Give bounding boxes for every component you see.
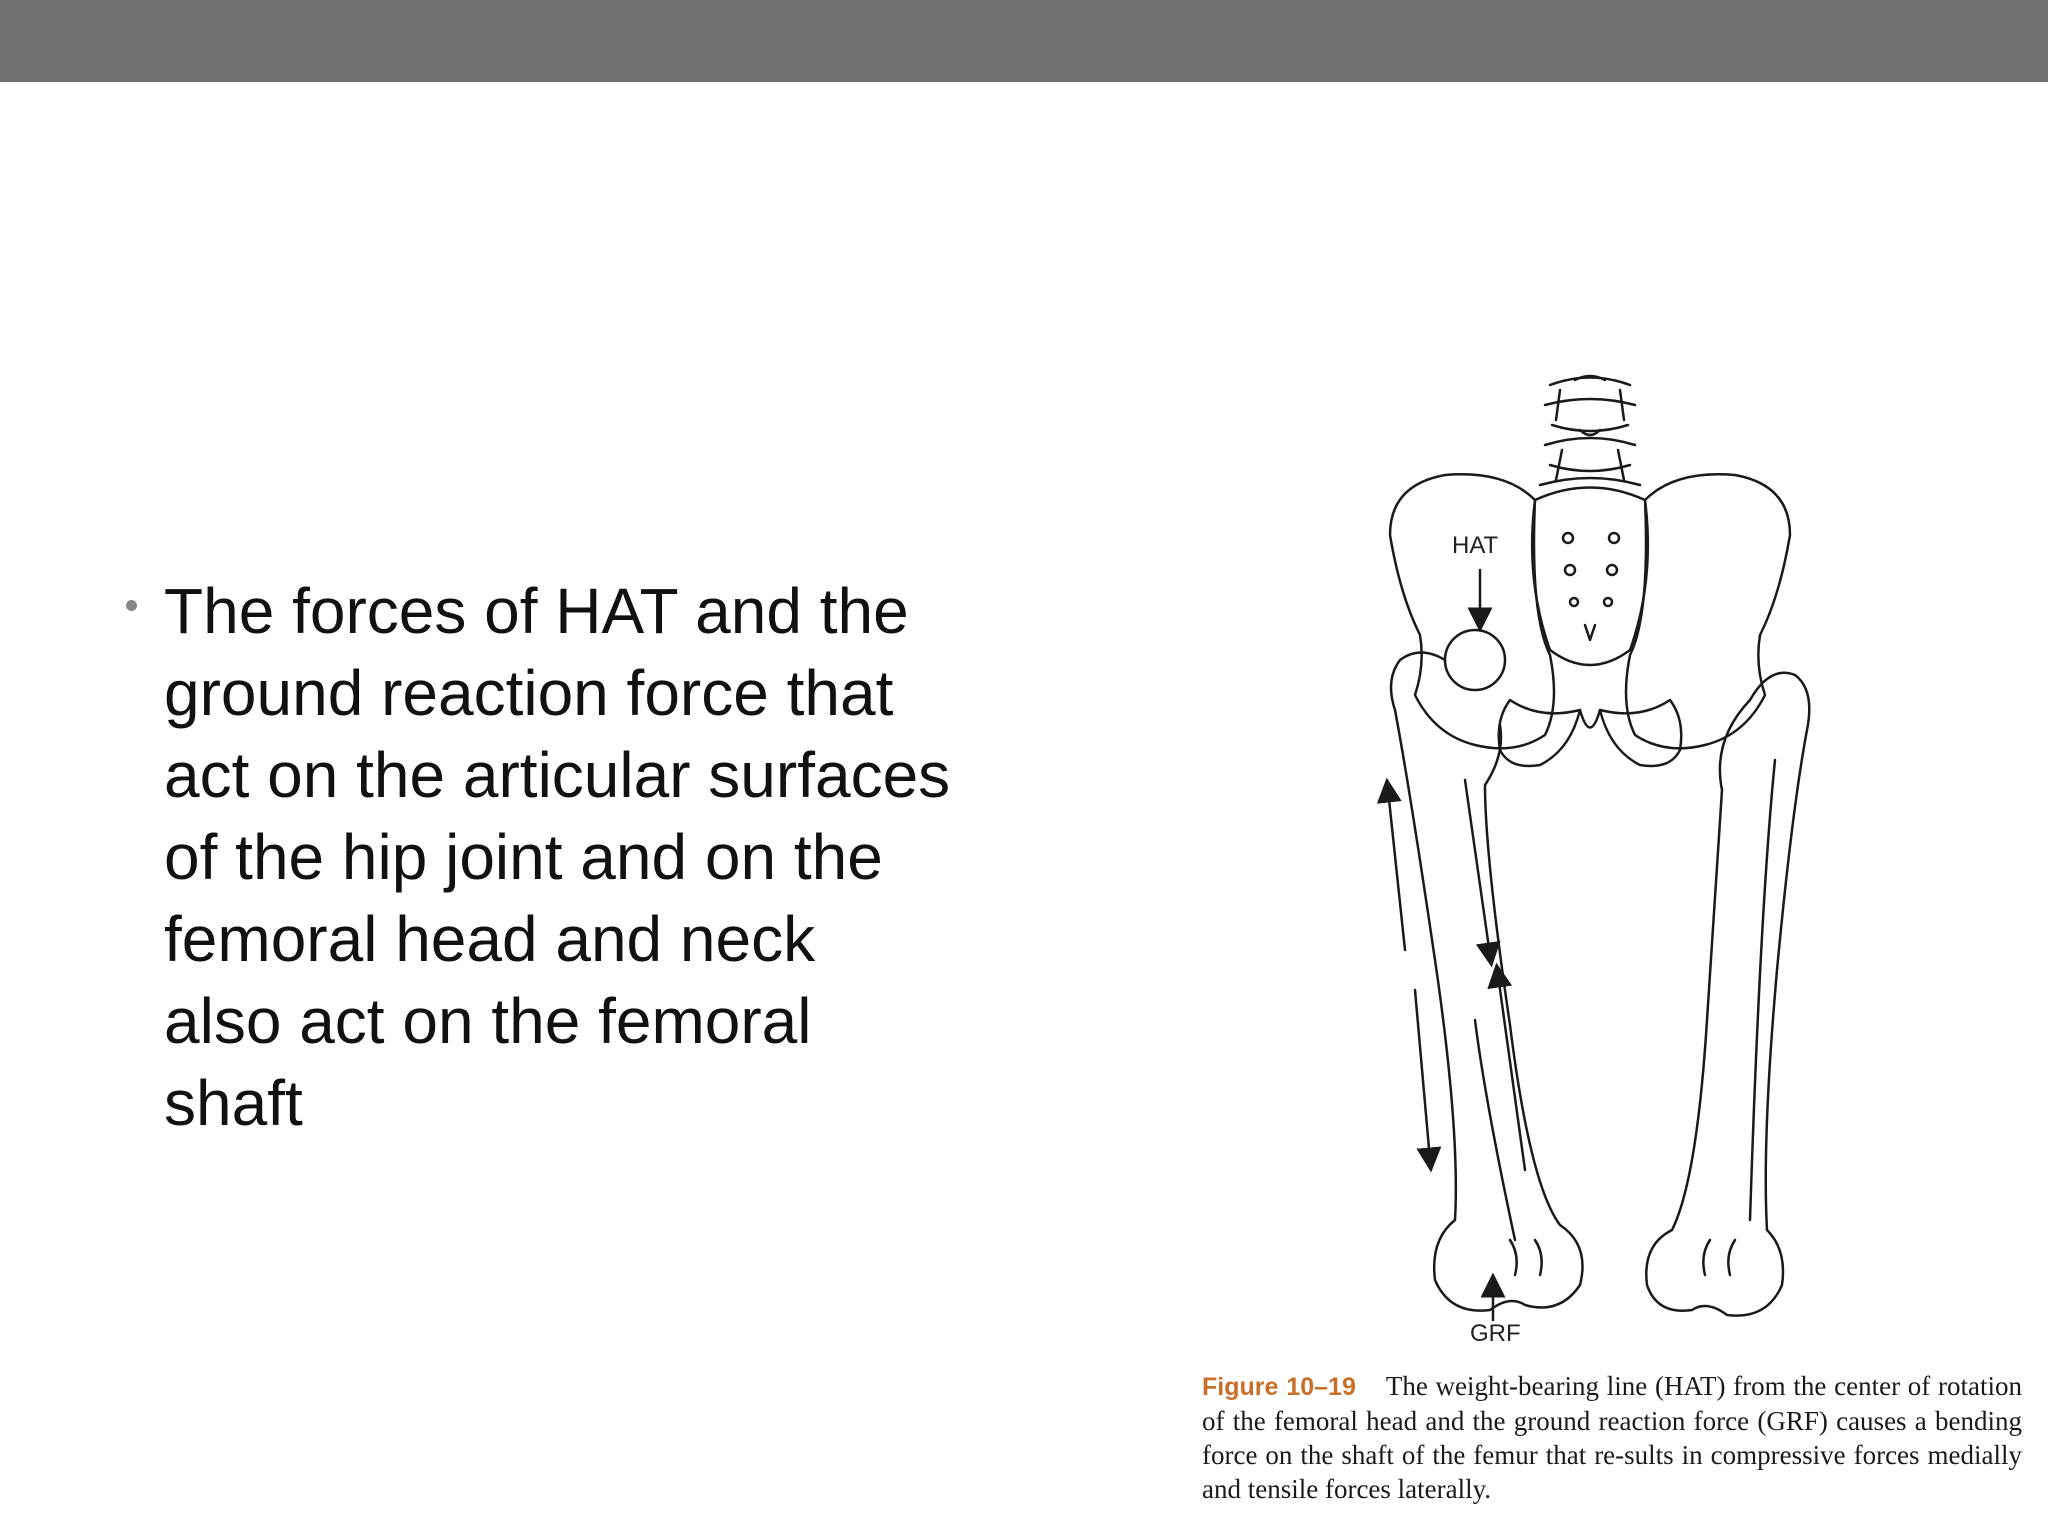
right-hip-bone [1580,474,1790,766]
tensile-arrow-up-icon [1388,790,1405,950]
left-hip-bone [1390,474,1580,766]
hat-label: HAT [1452,532,1499,559]
right-femur [1646,673,1809,1316]
compressive-arrow-up-icon [1498,975,1525,1170]
hip-femur-figure [1190,360,2048,1536]
lumbar-vertebrae [1540,376,1640,485]
grf-label: GRF [1470,1320,1521,1347]
caption-text: The weight-bearing line (HAT) from the center of rotation of the femoral head and the ground reaction force (GRF) causes a bending force on the shaft of the femur that re-sults in compressive forces medially and tensile forces laterally. [1202,1371,2022,1504]
figure-number: Figure 10–19 [1202,1373,1356,1401]
left-femur [1391,653,1583,1311]
bullet-item-text: The forces of HAT and the ground reaction force that act on the articular surfaces of the hip joint and on the femoral head and neck also act on the femoral shaft [164,575,951,1139]
figure-caption [1202,1369,2022,1506]
bullet-list [118,570,1018,1144]
bullet-dot-icon [126,600,137,611]
slide-header-bar [0,0,2048,82]
tensile-arrow-down-icon [1415,990,1430,1160]
pelvis-femur-illustration [1190,360,2048,1360]
sacrum [1532,488,1648,666]
